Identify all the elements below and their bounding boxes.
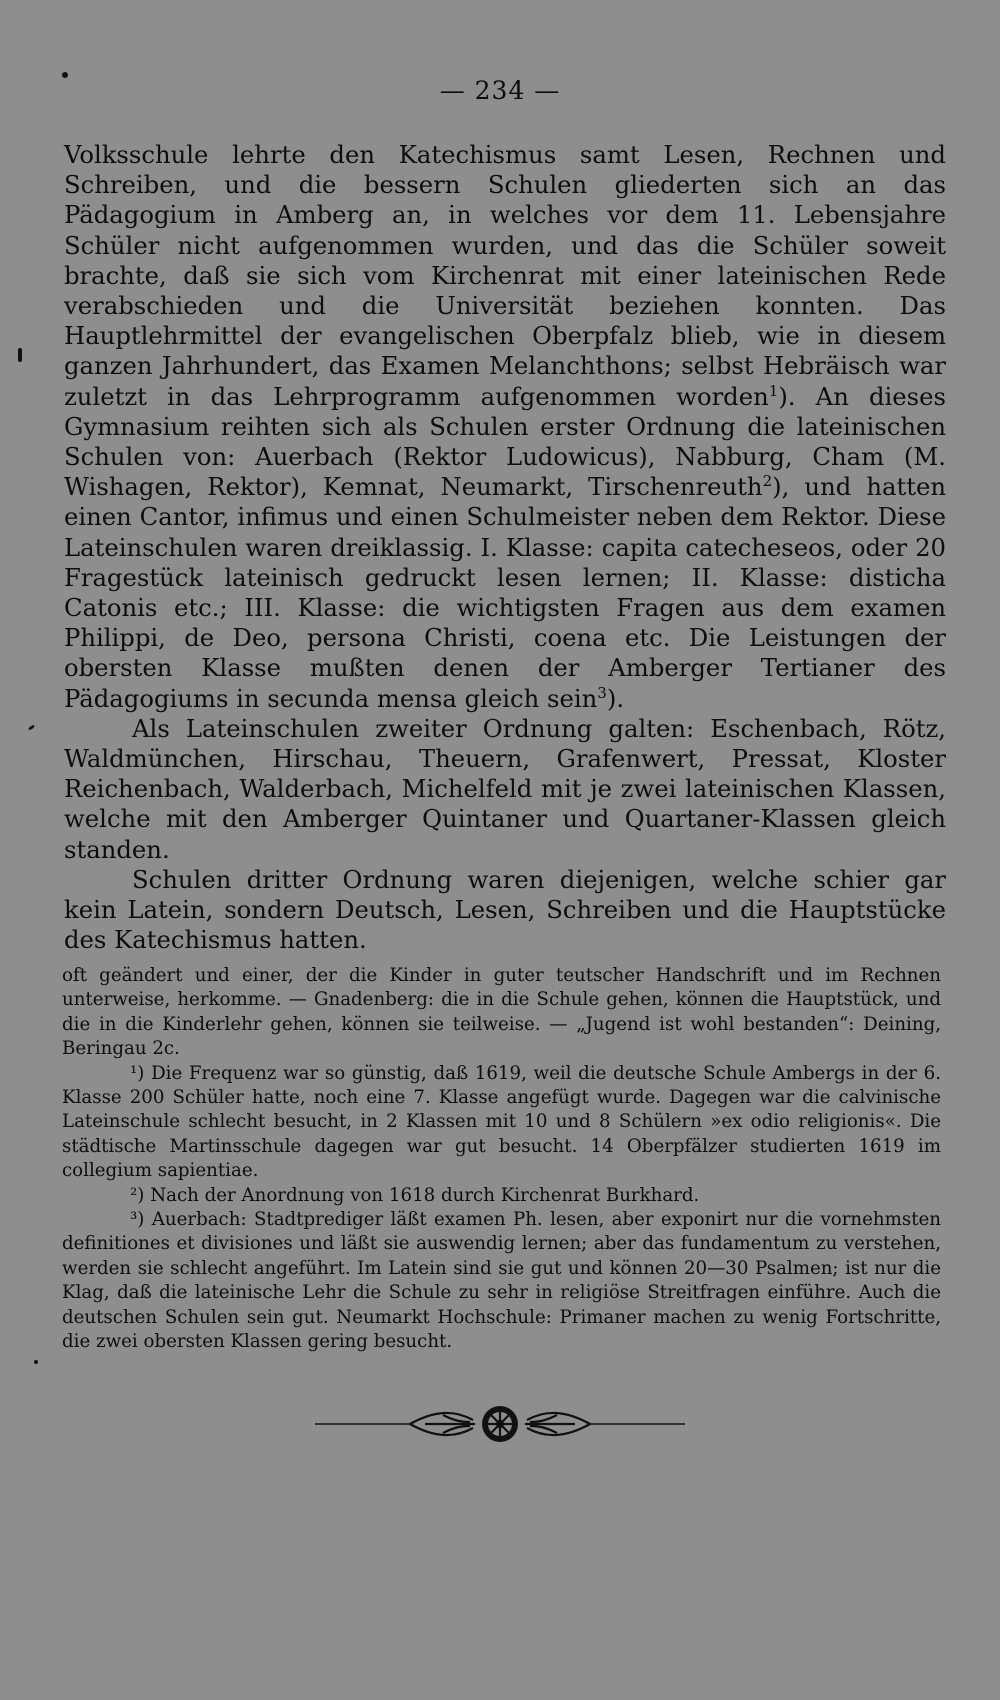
footnote-2 bbox=[62, 1184, 941, 1208]
footnote-ref: 1 bbox=[768, 381, 779, 400]
footnotes bbox=[62, 964, 941, 1355]
paragraph-text: ). An dieses Gymnasium reihten sich als Schulen erster Ordnung die lateinischen Schulen von: Auerbach (Rektor Ludowicus), Nabburg, Cham (M. Wishagen, Rektor), Kemnat, Neumarkt, Tirschenreuth bbox=[64, 381, 946, 502]
footnote-1 bbox=[62, 1062, 941, 1184]
paragraph-text: Volksschule lehrte den Katechismus samt Lesen, Rechnen und Schreiben, und die bessern Schulen gliederten sich an das Pädagogium in Amberg an, in welches vor dem 11. Lebensjahre Schüler nicht aufgenommen wurden, und das die Schüler soweit brachte, daß sie sich vom Kirchenrat mit einer lateinischen Rede verabschieden und die Universität beziehen konnten. Das Hauptlehrmittel der evangelischen Oberpfalz blieb, wie in diesem ganzen Jahrhundert, das Examen Melanchthons; selbst Hebräisch war zuletzt in das Lehrprogramm aufgenommen worden bbox=[64, 140, 946, 411]
footnote-marker: ¹) bbox=[130, 1062, 145, 1084]
ornament-icon bbox=[315, 1402, 685, 1446]
ink-mark bbox=[28, 724, 35, 730]
paragraph-text: ). bbox=[606, 683, 625, 713]
paragraph-text: ), und hatten einen Cantor, infimus und einen Schulmeister neben dem Rektor. Diese Lateinschulen waren dreiklassig. I. Klasse: capita catecheseos, oder 20 Fragestück lateinisch gedruckt lesen lernen; II. Klasse: disticha Catonis etc.; III. Klasse: die wichtigsten Fragen aus dem examen Philippi, de Deo, persona Christi, coena etc. Die Leistungen der obersten Klasse mußten denen der Amberger Tertianer des Pädagogiums in secunda mensa gleich sein bbox=[64, 472, 947, 713]
footnote-text: Auerbach: Stadtprediger läßt examen Ph. lesen, aber exponirt nur die vornehmsten definitiones et divisiones und läßt sie auswendig lernen; aber das fundamentum zu verstehen, werden sie schlecht angeführt. Im Latein sind sie gut und können 20—30 Psalmen; ist nur die Klag, daß die lateinische Lehr die Schule zu sehr in religiöse Streitfragen einführe. Auch die deutschen Schulen sein gut. Neumarkt Hochschule: Primaner machen zu wenig Fortschritte, die zwei obersten Klassen gering besucht. bbox=[62, 1209, 941, 1353]
footnote-ref: 3 bbox=[597, 683, 607, 702]
page-number: — 234 — bbox=[439, 76, 561, 105]
ink-speck bbox=[34, 1360, 38, 1364]
footnote-text: Die Frequenz war so günstig, daß 1619, weil die deutsche Schule Ambergs in der 6. Klasse 200 Schüler hatte, noch eine 7. Klasse angefügt wurde. Dagegen war die calvinische Lateinschule schlecht besucht, in 2 Klassen mit 10 und 8 Schülern »ex odio religionis«. Die städtische Martinsschule dagegen war gut besucht. 14 Oberpfälzer studierten 1619 im collegium sapientiae. bbox=[62, 1062, 941, 1182]
main-text bbox=[64, 140, 946, 955]
footnote-marker: ³) bbox=[130, 1209, 145, 1231]
paragraph-2: Als Lateinschulen zweiter Ordnung galten: Eschenbach, Rötz, Waldmünchen, Hirschau, Theuern, Grafenwert, Pressat, Kloster Reichenbach, Walderbach, Michelfeld mit je zwei lateinischen Klassen, welche mit den Amberger Quintaner und Quartaner-Klassen gleich standen. bbox=[64, 713, 946, 864]
paragraph-3: Schulen dritter Ordnung waren diejenigen, welche schier gar kein Latein, sondern Deutsch, Lesen, Schreiben und die Hauptstücke des Katechismus hatten. bbox=[64, 864, 946, 955]
footnote-continuation: oft geändert und einer, der die Kinder in guter teutscher Handschrift und im Rechnen unterweise, herkomme. — Gnadenberg: die in die Schule gehen, können die Hauptstück, und die in die Kinderlehr gehen, können sie teilweise. — „Jugend ist wohl bestanden“: Deining, Beringau 2c. bbox=[62, 965, 941, 1060]
footnote-text: Nach der Anordnung von 1618 durch Kirchenrat Burkhard. bbox=[150, 1184, 700, 1206]
footnote-3 bbox=[62, 1208, 941, 1354]
footnote-ref: 2 bbox=[762, 472, 773, 491]
paragraph-1 bbox=[64, 140, 946, 714]
footnote-marker: ²) bbox=[130, 1184, 145, 1206]
ink-mark bbox=[18, 348, 22, 362]
